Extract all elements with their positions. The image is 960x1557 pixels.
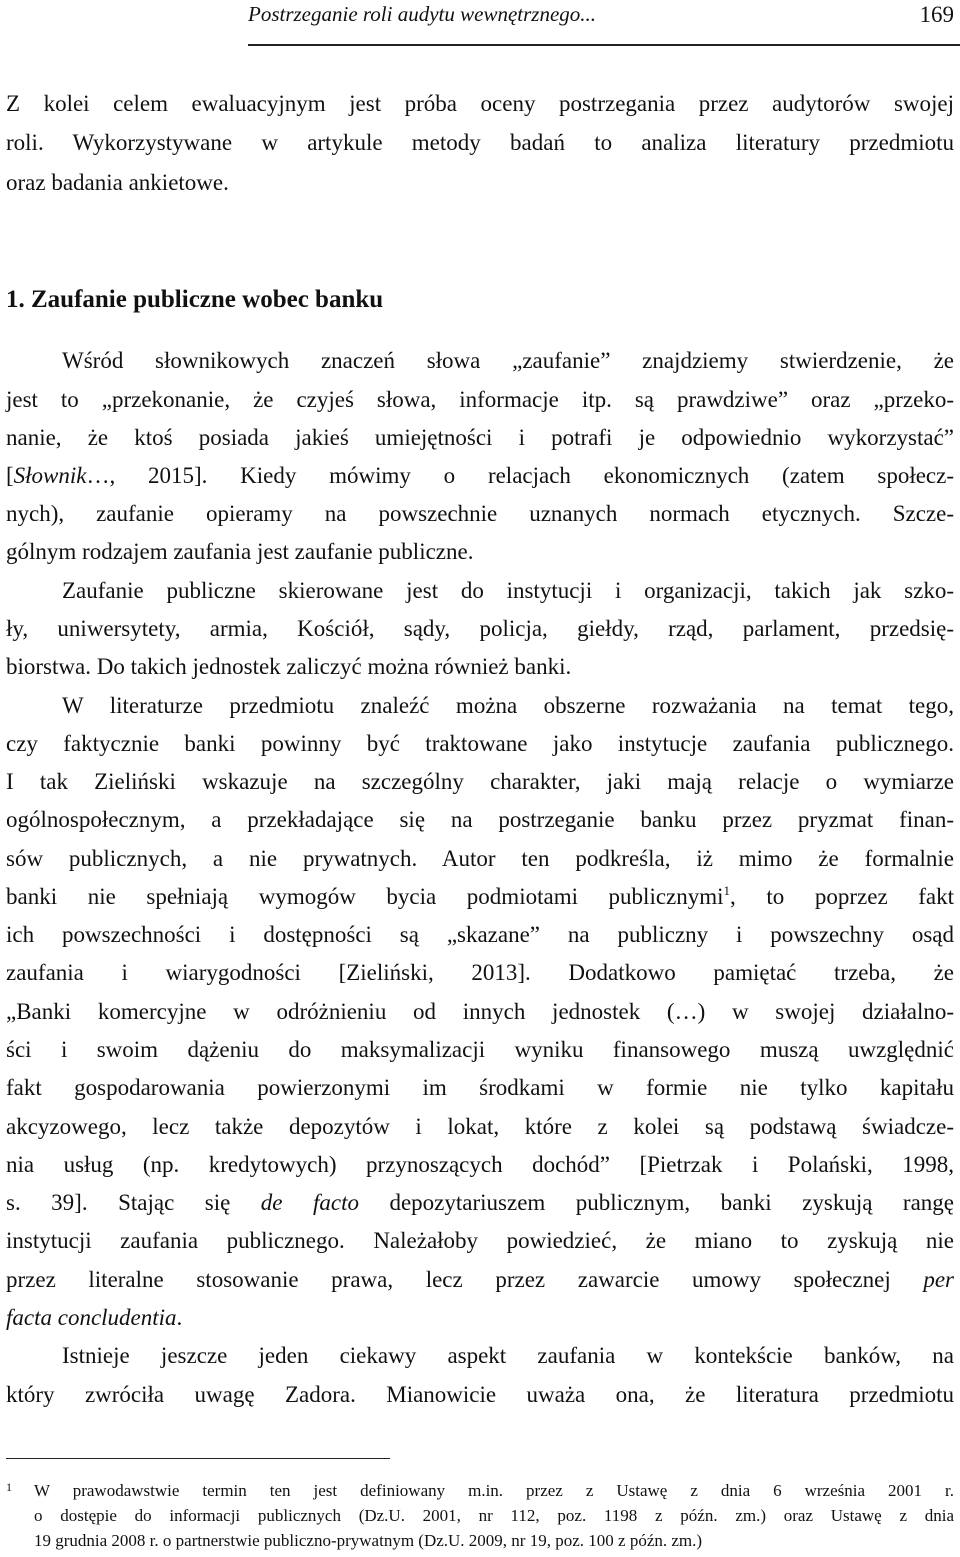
paragraph-line: akcyzowego, lecz także depozytów i lokat, które z kolei są podstawą świadcze- — [6, 1114, 954, 1139]
intro-line: oraz badania ankietowe. — [6, 170, 229, 195]
latin-term: facta concludentia — [6, 1305, 177, 1330]
paragraph-line: jest to „przekonanie, że czyjeś słowa, informacje itp. są prawdziwe” oraz „przeko- — [6, 387, 954, 412]
paragraph-line: s. 39]. Stając się de facto depozytariuszem publicznym, banki zyskują rangę — [6, 1190, 954, 1215]
paragraph-line: nych), zaufanie opieramy na powszechnie uznanych normach etycznych. Szcze- — [6, 501, 954, 526]
paragraph-line: Wśród słownikowych znaczeń słowa „zaufanie” znajdziemy stwierdzenie, że — [62, 348, 954, 373]
header-rule — [248, 44, 960, 46]
paragraph-line: ich powszechności i dostępności są „skazane” na publiczny i powszechny osąd — [6, 922, 954, 947]
footnote-line: W prawodawstwie termin ten jest definiowany m.in. przez z Ustawę z dnia 6 września 2001 r. — [34, 1481, 954, 1500]
latin-term: per — [923, 1267, 954, 1292]
page-number: 169 — [919, 2, 954, 27]
paragraph-line: czy faktycznie banki powinny być traktowane jako instytucje zaufania publicznego. — [6, 731, 954, 756]
intro-line: Z kolei celem ewaluacyjnym jest próba oceny postrzegania przez audytorów swojej — [6, 91, 954, 116]
paragraph-line: biorstwa. Do takich jednostek zaliczyć można również banki. — [6, 654, 572, 679]
page-header — [248, 0, 960, 40]
section-heading: 1. Zaufanie publiczne wobec banku — [6, 286, 384, 313]
paragraph-line: nanie, że ktoś posiada jakieś umiejętności i potrafi je odpowiednio wykorzystać” — [6, 425, 954, 450]
paragraph-line: Zaufanie publiczne skierowane jest do instytucji i organizacji, takich jak szko- — [62, 578, 954, 603]
paragraph-line: facta concludentia. — [6, 1305, 183, 1330]
paragraph-line: gólnym rodzajem zaufania jest zaufanie publiczne. — [6, 539, 474, 564]
footnote-mark: 1 — [6, 1480, 12, 1494]
paragraph-line: nia usług (np. kredytowych) przynoszących dochód” [Pietrzak i Polański, 1998, — [6, 1152, 954, 1177]
latin-term: de facto — [260, 1190, 359, 1215]
paragraph-line: W literaturze przedmiotu znaleźć można obszerne rozważania na temat tego, — [62, 693, 954, 718]
paragraph-line: [Słownik…, 2015]. Kiedy mówimy o relacjach ekonomicznych (zatem społecz- — [6, 463, 954, 488]
paragraph-line: ły, uniwersytety, armia, Kościół, sądy, policja, giełdy, rząd, parlament, przedsię- — [6, 616, 954, 641]
paragraph-line: fakt gospodarowania powierzonymi im środkami w formie nie tylko kapitału — [6, 1075, 954, 1100]
footnote-reference[interactable]: 1 — [723, 883, 731, 898]
footnote-line: o dostępie do informacji publicznych (Dz.U. 2001, nr 112, poz. 1198 z późn. zm.) oraz Ustawę z dnia — [34, 1506, 954, 1525]
paragraph-line: zaufania i wiarygodności [Zieliński, 2013]. Dodatkowo pamiętać trzeba, że — [6, 960, 954, 985]
paragraph-line: który zwróciła uwagę Zadora. Mianowicie uważa ona, że literatura przedmiotu — [6, 1382, 954, 1407]
intro-line: roli. Wykorzystywane w artykule metody badań to analiza literatury przedmiotu — [6, 130, 954, 155]
paragraph-line: ogólnospołecznym, a przekładające się na postrzeganie banku przez pryzmat finan- — [6, 807, 954, 832]
paragraph-line: ści i swoim dążeniu do maksymalizacji wyniku finansowego muszą uwzględnić — [6, 1037, 954, 1062]
paragraph-line: przez literalne stosowanie prawa, lecz przez zawarcie umowy społecznej per — [6, 1267, 954, 1292]
footnote-line: 19 grudnia 2008 r. o partnerstwie publiczno-prywatnym (Dz.U. 2009, nr 19, poz. 100 z późn. zm.) — [34, 1531, 703, 1550]
running-title: Postrzeganie roli audytu wewnętrznego... — [248, 2, 597, 26]
paragraph-line: instytucji zaufania publicznego. Należałoby powiedzieć, że miano to zyskują nie — [6, 1228, 954, 1253]
paragraph-line: „Banki komercyjne w odróżnieniu od innych jednostek (…) w swojej działalno- — [6, 999, 954, 1024]
paragraph-line: I tak Zieliński wskazuje na szczególny charakter, jaki mają relacje o wymiarze — [6, 769, 954, 794]
footnote-rule — [6, 1458, 390, 1459]
citation-source: Słownik — [13, 463, 87, 488]
paragraph-line: banki nie spełniają wymogów bycia podmiotami publicznymi$^1$, to poprzez fakt — [6, 883, 955, 909]
paragraph-line: sów publicznych, a nie prywatnych. Autor ten podkreśla, iż mimo że formalnie — [6, 846, 954, 871]
paragraph-line: Istnieje jeszcze jeden ciekawy aspekt zaufania w kontekście banków, na — [62, 1343, 954, 1368]
